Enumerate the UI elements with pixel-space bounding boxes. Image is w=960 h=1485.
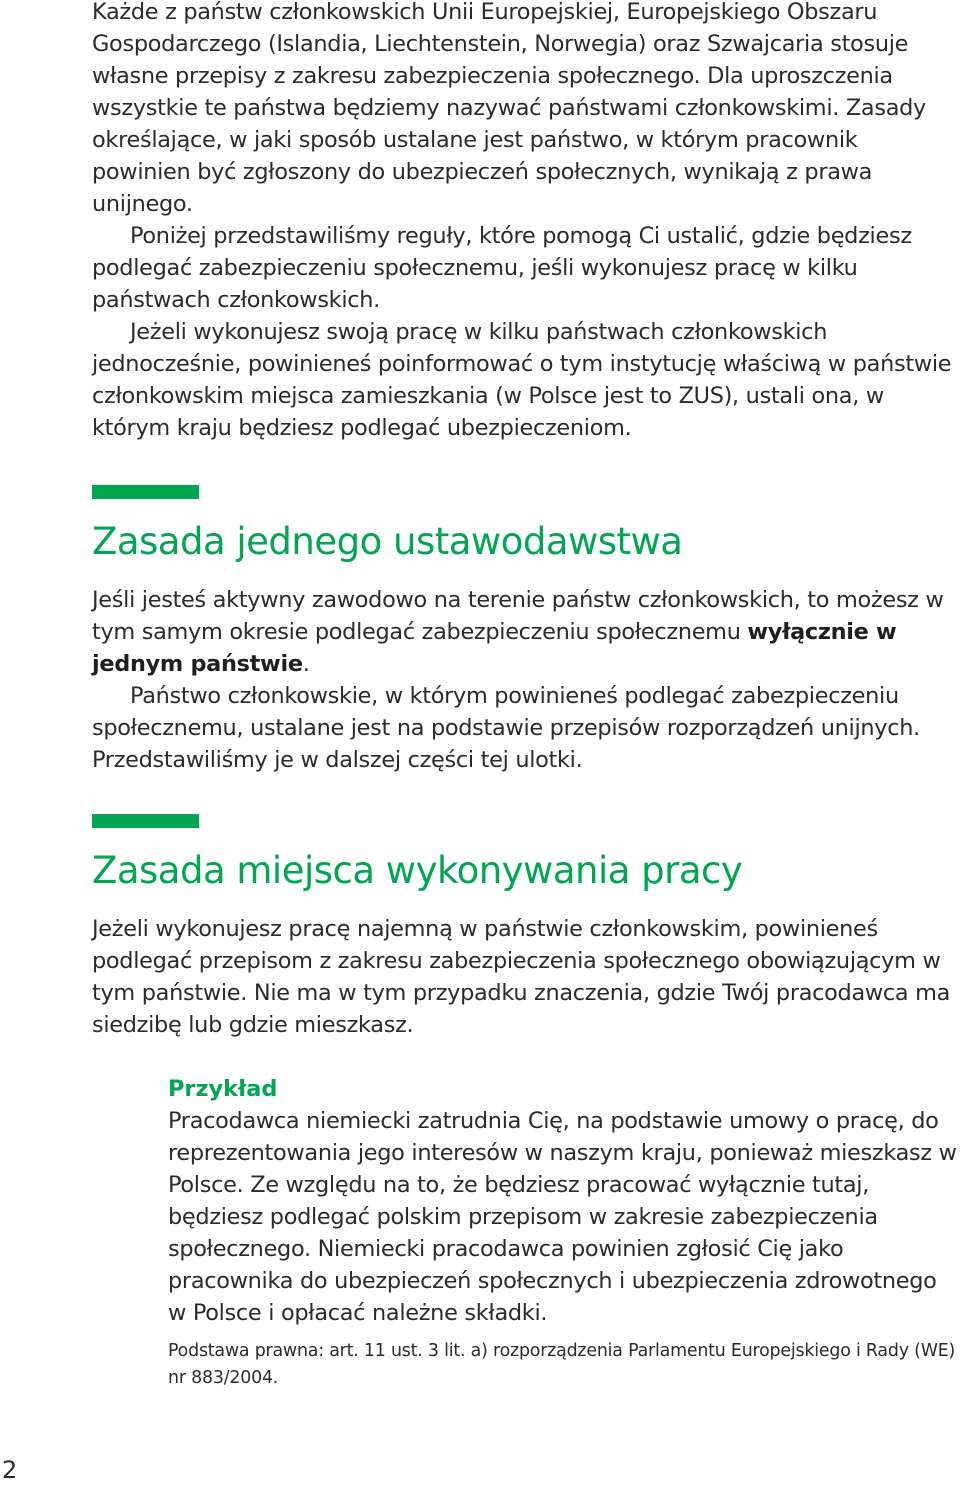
- section1-paragraph-1: [92, 584, 956, 680]
- section-heading-single-legislation: Zasada jednego ustawodawstwa: [92, 520, 683, 563]
- section2-paragraph-1: Jeżeli wykonujesz pracę najemną w państwie członkowskim, powinieneś podlegać przepisom z zakresu zabezpieczenia społecznego obowiązującym w tym państwie. Nie ma w tym przypadku znaczenia, gdzie Twój pracodawca ma siedzibę lub gdzie mieszkasz.: [92, 916, 951, 1038]
- section1-paragraph-1-end: .: [302, 651, 310, 677]
- section1-paragraph-2: Państwo członkowskie, w którym powinieneś podlegać zabezpieczeniu społecznemu, ustalane jest na podstawie przepisów rozporządzeń unijnych. Przedstawiliśmy je w dalszej części tej ulotki.: [92, 683, 920, 773]
- section-marker-bar: [92, 814, 199, 828]
- section1-paragraph-1-bold: wyłącznie w jednym państwie: [92, 619, 897, 677]
- example-text: Pracodawca niemiecki zatrudnia Cię, na podstawie umowy o pracę, do reprezentowania jego interesów w naszym kraju, ponieważ mieszkasz w Polsce. Ze względu na to, że będziesz pracować wyłącznie tutaj, będziesz podlegać polskim przepisom w zakresie zabezpieczenia społecznego. Niemiecki pracodawca powinien zgłosić Cię jako pracownika do ubezpieczeń społecznych i ubezpieczenia zdrowotnego w Polsce i opłacać należne składki.: [168, 1108, 957, 1326]
- example-box: [168, 1073, 960, 1392]
- intro-paragraph-1: Każde z państw członkowskich Unii Europejskiej, Europejskiego Obszaru Gospodarczego (Islandia, Liechtenstein, Norwegia) oraz Szwajcaria stosuje własne przepisy z zakresu zabezpieczenia społecznego. Dla uproszczenia wszystkie te państwa będziemy nazywać państwami członkowskimi. Zasady określające, w jaki sposób ustalane jest państwo, w którym pracownik powinien być zgłoszony do ubezpieczeń społecznych, wynikają z prawa unijnego.: [92, 0, 926, 217]
- page-number: 2: [2, 1456, 18, 1484]
- section-marker-bar: [92, 485, 199, 499]
- example-title: Przykład: [168, 1076, 278, 1102]
- legal-basis-note: Podstawa prawna: art. 11 ust. 3 lit. a) rozporządzenia Parlamentu Europejskiego i Rady (WE) nr 883/2004.: [168, 1341, 956, 1388]
- intro-paragraph-3: Jeżeli wykonujesz swoją pracę w kilku państwach członkowskich jednocześnie, powinieneś poinformować o tym instytucję właściwą w państwie członkowskim miejsca zamieszkania (w Polsce jest to ZUS), ustali ona, w którym kraju będziesz podlegać ubezpieczeniom.: [92, 319, 952, 441]
- section-heading-place-of-work: Zasada miejsca wykonywania pracy: [92, 849, 743, 892]
- section1-paragraph-1-text: Jeśli jesteś aktywny zawodowo na terenie państw członkowskich, to możesz w tym samym okresie podlegać zabezpieczeniu społecznemu: [92, 587, 944, 645]
- intro-paragraph-2: Poniżej przedstawiliśmy reguły, które pomogą Ci ustalić, gdzie będziesz podlegać zabezpieczeniu społecznemu, jeśli wykonujesz pracę w kilku państwach członkowskich.: [92, 223, 912, 313]
- page-content: [92, 0, 956, 1392]
